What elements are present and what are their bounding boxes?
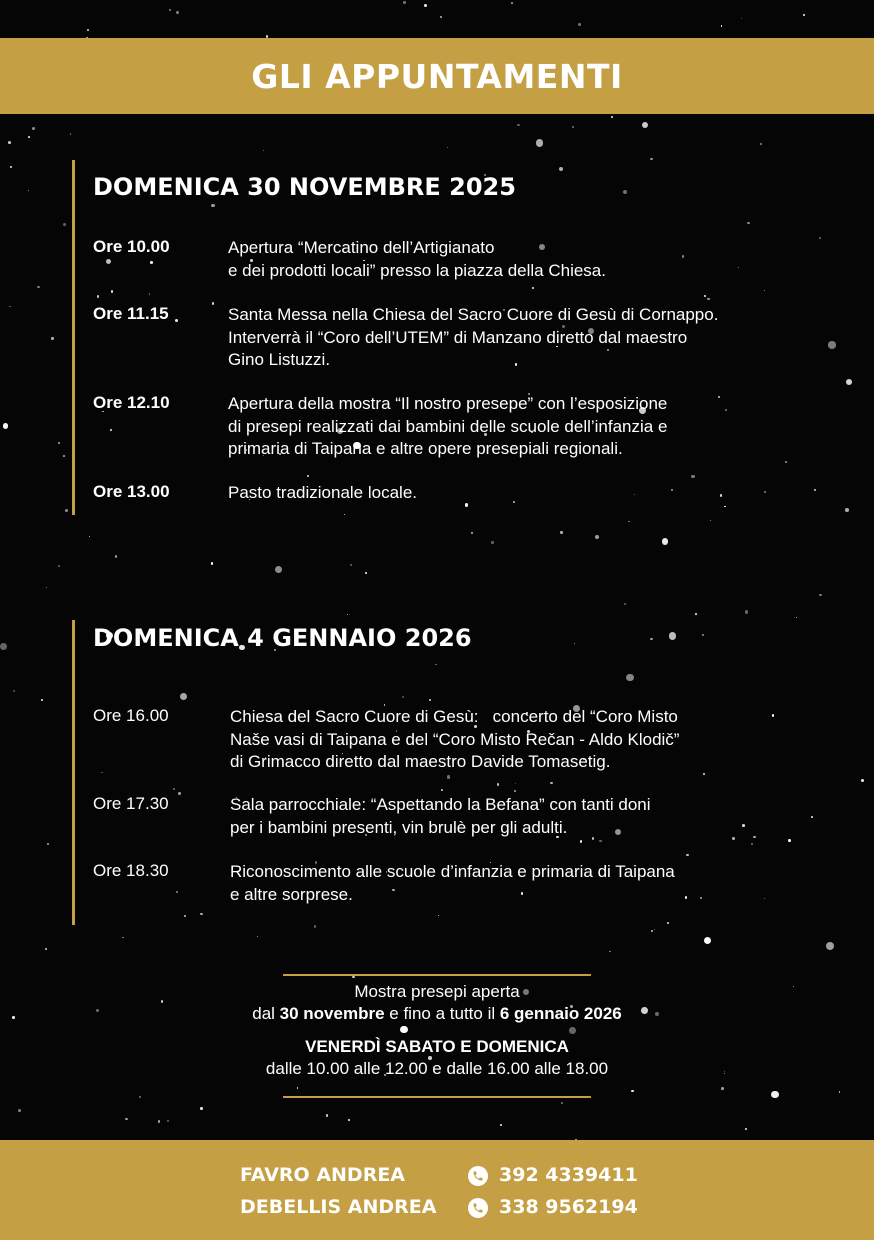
star-dot — [447, 147, 448, 148]
contact-name: FAVRO ANDREA — [240, 1164, 406, 1186]
star-dot — [63, 223, 66, 226]
contact-phone[interactable]: 338 9562194 — [499, 1196, 638, 1218]
divider-bottom — [283, 1096, 591, 1098]
star-dot — [561, 1102, 563, 1104]
star-dot — [611, 116, 613, 118]
header-banner — [0, 38, 874, 114]
star-dot — [826, 942, 834, 950]
event-time: Ore 10.00 — [93, 237, 170, 256]
star-dot — [46, 587, 47, 588]
star-dot — [424, 4, 428, 8]
star-dot — [176, 11, 179, 14]
star-dot — [846, 379, 852, 385]
event-line: di Grimacco diretto dal maestro Davide Tomasetig. — [230, 752, 611, 771]
star-dot — [28, 136, 30, 138]
star-dot — [628, 521, 630, 523]
event-line: Interverrà il “Coro dell’UTEM” di Manzano diretto dal maestro — [228, 327, 688, 347]
section-title: DOMENICA 4 GENNAIO 2026 — [93, 624, 472, 652]
exhibition-line-1: Mostra presepi aperta — [354, 982, 520, 1001]
star-dot — [695, 613, 697, 615]
event-time: Ore 11.15 — [93, 304, 169, 323]
star-dot — [710, 520, 711, 521]
event-line: e dei prodotti locali” presso la piazza della Chiesa. — [228, 260, 606, 280]
star-dot — [169, 9, 171, 11]
star-dot — [471, 532, 473, 534]
star-dot — [158, 1120, 161, 1123]
section-30-novembre — [72, 160, 832, 515]
event-line: Sala parrocchiale: “Aspettando la Befana” con tanti doni — [230, 795, 651, 814]
star-dot — [572, 126, 574, 128]
star-dot — [263, 150, 265, 152]
star-dot — [796, 617, 797, 618]
divider-top — [283, 974, 591, 976]
event-line: Gino Listuzzi. — [228, 350, 331, 369]
star-dot — [45, 948, 47, 950]
star-dot — [115, 555, 118, 558]
star-dot — [139, 1096, 141, 1098]
exhibition-dates — [0, 1004, 874, 1024]
star-dot — [51, 337, 54, 340]
star-dot — [65, 509, 68, 512]
section-accent-line — [72, 620, 75, 925]
event-description — [230, 794, 651, 839]
star-dot — [8, 141, 11, 144]
star-dot — [500, 1124, 502, 1126]
event-line: Apertura della mostra “Il nostro presepe” con l’esposizione — [228, 394, 668, 413]
star-dot — [721, 25, 722, 26]
opening-days: VENERDÌ SABATO E DOMENICA — [305, 1037, 569, 1056]
start-date: 30 novembre — [279, 1004, 385, 1023]
event-description — [228, 482, 417, 505]
phone-icon — [468, 1198, 488, 1218]
star-dot — [624, 603, 626, 605]
star-dot — [745, 610, 748, 613]
dates-middle: e fino a tutto il — [389, 1004, 496, 1023]
event-time: Ore 13.00 — [93, 482, 170, 501]
star-dot — [37, 286, 40, 289]
star-dot — [32, 127, 35, 130]
star-dot — [609, 951, 610, 952]
event-description — [230, 706, 679, 774]
event-description — [228, 237, 606, 282]
contact-name: DEBELLIS ANDREA — [240, 1196, 437, 1218]
event-line: per i bambini presenti, vin brulè per gli adulti. — [230, 817, 568, 837]
star-dot — [13, 690, 15, 692]
star-dot — [348, 1119, 350, 1121]
star-dot — [47, 843, 49, 845]
star-dot — [642, 122, 649, 129]
section-4-gennaio — [72, 620, 832, 925]
star-dot — [352, 976, 354, 978]
star-dot — [845, 508, 849, 512]
star-dot — [211, 562, 213, 564]
star-dot — [122, 937, 124, 939]
star-dot — [326, 1114, 328, 1116]
section-title: DOMENICA 30 NOVEMBRE 2025 — [93, 173, 516, 201]
star-dot — [87, 29, 89, 31]
star-dot — [58, 565, 60, 567]
star-dot — [125, 1118, 128, 1121]
star-dot — [654, 929, 655, 930]
opening-hours: dalle 10.00 alle 12.00 e dalle 16.00 alle 18.00 — [265, 1059, 609, 1078]
section-accent-line — [72, 160, 75, 515]
star-dot — [741, 18, 743, 20]
event-description — [230, 861, 675, 906]
event-line: Riconoscimento alle scuole d’infanzia e primaria di Taipana — [230, 862, 675, 881]
star-dot — [403, 1, 405, 3]
event-time: Ore 16.00 — [93, 706, 169, 725]
event-time: Ore 18.30 — [93, 861, 169, 880]
star-dot — [63, 455, 65, 457]
contacts-footer — [0, 1140, 874, 1240]
star-dot — [651, 930, 653, 932]
event-line: Apertura “Mercatino dell’Artigianato — [228, 238, 495, 257]
event-line: primaria di Taipana e altre opere presepiali regionali. — [228, 439, 623, 458]
star-dot — [803, 14, 805, 16]
star-dot — [517, 124, 519, 126]
page-title: GLI APPUNTAMENTI — [251, 56, 623, 96]
event-line: di presepi realizzati dai bambini delle scuole dell’infanzia e — [228, 416, 668, 436]
dates-prefix: dal — [252, 1004, 275, 1023]
star-dot — [3, 423, 9, 429]
event-line: Santa Messa nella Chiesa del Sacro Cuore di Gesù di Cornappo. — [228, 305, 719, 324]
star-dot — [536, 139, 543, 146]
star-dot — [41, 699, 43, 701]
star-dot — [257, 936, 258, 937]
star-dot — [491, 541, 493, 543]
star-dot — [58, 442, 60, 444]
event-time: Ore 17.30 — [93, 794, 169, 813]
event-line: e altre sorprese. — [230, 884, 353, 904]
star-dot — [511, 2, 513, 4]
event-line: Pasto tradizionale locale. — [228, 483, 418, 502]
event-description — [228, 304, 718, 372]
star-dot — [9, 306, 11, 308]
star-dot — [10, 166, 12, 168]
star-dot — [819, 594, 822, 597]
star-dot — [365, 572, 367, 574]
star-dot — [28, 190, 29, 191]
star-dot — [70, 133, 71, 134]
end-date: 6 gennaio 2026 — [499, 1004, 622, 1023]
star-dot — [861, 779, 864, 782]
star-dot — [704, 937, 711, 944]
event-line: Chiesa del Sacro Cuore di Gesù: concerto del “Coro Misto — [230, 707, 678, 726]
star-dot — [167, 1120, 169, 1122]
exhibition-info — [0, 982, 874, 1092]
star-dot — [560, 531, 562, 533]
star-dot — [0, 643, 7, 650]
contact-phone[interactable]: 392 4339411 — [499, 1164, 638, 1186]
star-dot — [440, 16, 442, 18]
star-dot — [595, 535, 599, 539]
star-dot — [578, 23, 581, 26]
star-dot — [662, 538, 669, 545]
star-dot — [18, 1109, 21, 1112]
event-line: Naše vasi di Taipana e del “Coro Misto Rečan - Aldo Klodič” — [230, 729, 680, 749]
event-description — [228, 393, 667, 461]
star-dot — [200, 1107, 202, 1109]
star-dot — [89, 536, 90, 537]
phone-icon — [468, 1166, 488, 1186]
star-dot — [275, 566, 282, 573]
event-time: Ore 12.10 — [93, 393, 170, 412]
star-dot — [350, 564, 352, 566]
star-dot — [760, 143, 762, 145]
star-dot — [745, 1128, 747, 1130]
star-dot — [314, 925, 317, 928]
star-dot — [347, 614, 348, 615]
